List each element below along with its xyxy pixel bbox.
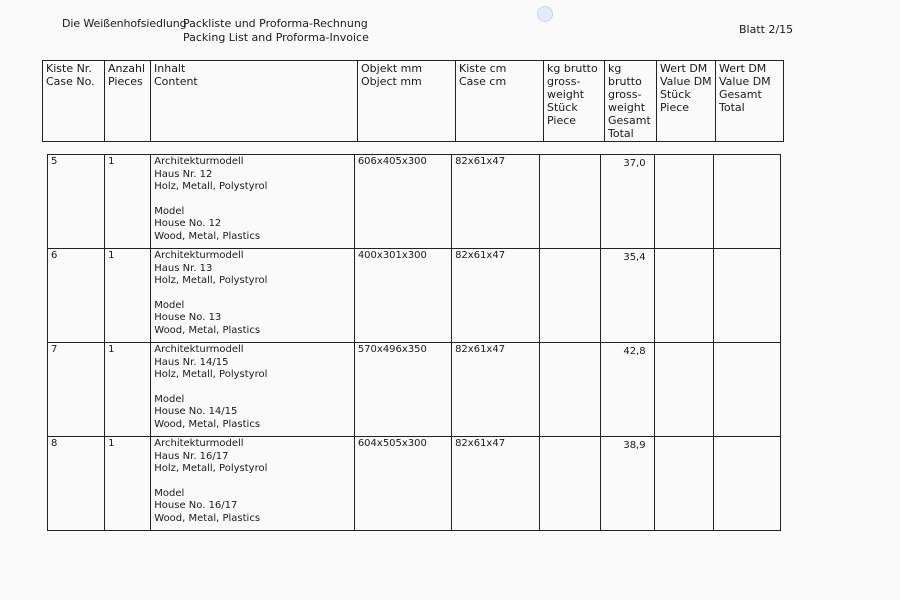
case-number: 6: [48, 249, 105, 343]
sheet-number: Blatt 2/15: [739, 23, 794, 36]
value-total: [713, 343, 780, 437]
title-english: Packing List and Proforma-Invoice: [183, 31, 369, 44]
value-per-piece: [654, 155, 713, 249]
pieces-count: 1: [105, 249, 151, 343]
kg-per-piece: [540, 343, 601, 437]
kg-total: 35,4: [601, 249, 654, 343]
table-row: [48, 155, 781, 249]
pieces-count: 1: [105, 437, 151, 531]
table-row: [48, 249, 781, 343]
object-dimensions: 606x405x300: [354, 155, 451, 249]
content-description: Architekturmodell Haus Nr. 14/15 Holz, Metall, Polystyrol Model House No. 14/15 Wood, Metal, Plastics: [151, 343, 355, 437]
case-number: 7: [48, 343, 105, 437]
object-dimensions: 400x301x300: [354, 249, 451, 343]
kg-total: 42,8: [601, 343, 654, 437]
value-per-piece: [654, 437, 713, 531]
case-dimensions: 82x61x47: [452, 343, 540, 437]
header-value-piece: Wert DM Value DM Stück Piece: [657, 61, 716, 142]
object-dimensions: 570x496x350: [354, 343, 451, 437]
title-german: Packliste und Proforma-Rechnung: [183, 17, 368, 30]
value-per-piece: [654, 343, 713, 437]
kg-per-piece: [540, 155, 601, 249]
header-pieces: Anzahl Pieces: [105, 61, 151, 142]
case-dimensions: 82x61x47: [452, 437, 540, 531]
case-dimensions: 82x61x47: [452, 249, 540, 343]
value-per-piece: [654, 249, 713, 343]
kg-total: 38,9: [601, 437, 654, 531]
packing-list-table: [47, 154, 781, 531]
case-number: 8: [48, 437, 105, 531]
value-total: [713, 249, 780, 343]
kg-per-piece: [540, 437, 601, 531]
content-description: Architekturmodell Haus Nr. 16/17 Holz, Metall, Polystyrol Model House No. 16/17 Wood, Metal, Plastics: [151, 437, 355, 531]
header-object-mm: Objekt mm Object mm: [358, 61, 456, 142]
value-total: [713, 155, 780, 249]
header-content: Inhalt Content: [151, 61, 358, 142]
pieces-count: 1: [105, 155, 151, 249]
kg-per-piece: [540, 249, 601, 343]
header-case-cm: Kiste cm Case cm: [456, 61, 544, 142]
scan-mark: [537, 6, 553, 22]
document-title: [183, 17, 369, 45]
value-total: [713, 437, 780, 531]
content-description: Architekturmodell Haus Nr. 12 Holz, Metall, Polystyrol Model House No. 12 Wood, Metal, Plastics: [151, 155, 355, 249]
column-header-table: [42, 60, 784, 142]
pieces-count: 1: [105, 343, 151, 437]
kg-total: 37,0: [601, 155, 654, 249]
object-dimensions: 604x505x300: [354, 437, 451, 531]
header-case-no: Kiste Nr. Case No.: [43, 61, 105, 142]
content-description: Architekturmodell Haus Nr. 13 Holz, Metall, Polystyrol Model House No. 13 Wood, Metal, Plastics: [151, 249, 355, 343]
organization-name: Die Weißenhofsiedlung: [62, 17, 187, 30]
header-kg-total: kg brutto gross- weight Gesamt Total: [605, 61, 657, 142]
header-value-total: Wert DM Value DM Gesamt Total: [716, 61, 784, 142]
case-dimensions: 82x61x47: [452, 155, 540, 249]
table-row: [48, 343, 781, 437]
case-number: 5: [48, 155, 105, 249]
header-kg-piece: kg brutto gross- weight Stück Piece: [544, 61, 605, 142]
table-row: [48, 437, 781, 531]
